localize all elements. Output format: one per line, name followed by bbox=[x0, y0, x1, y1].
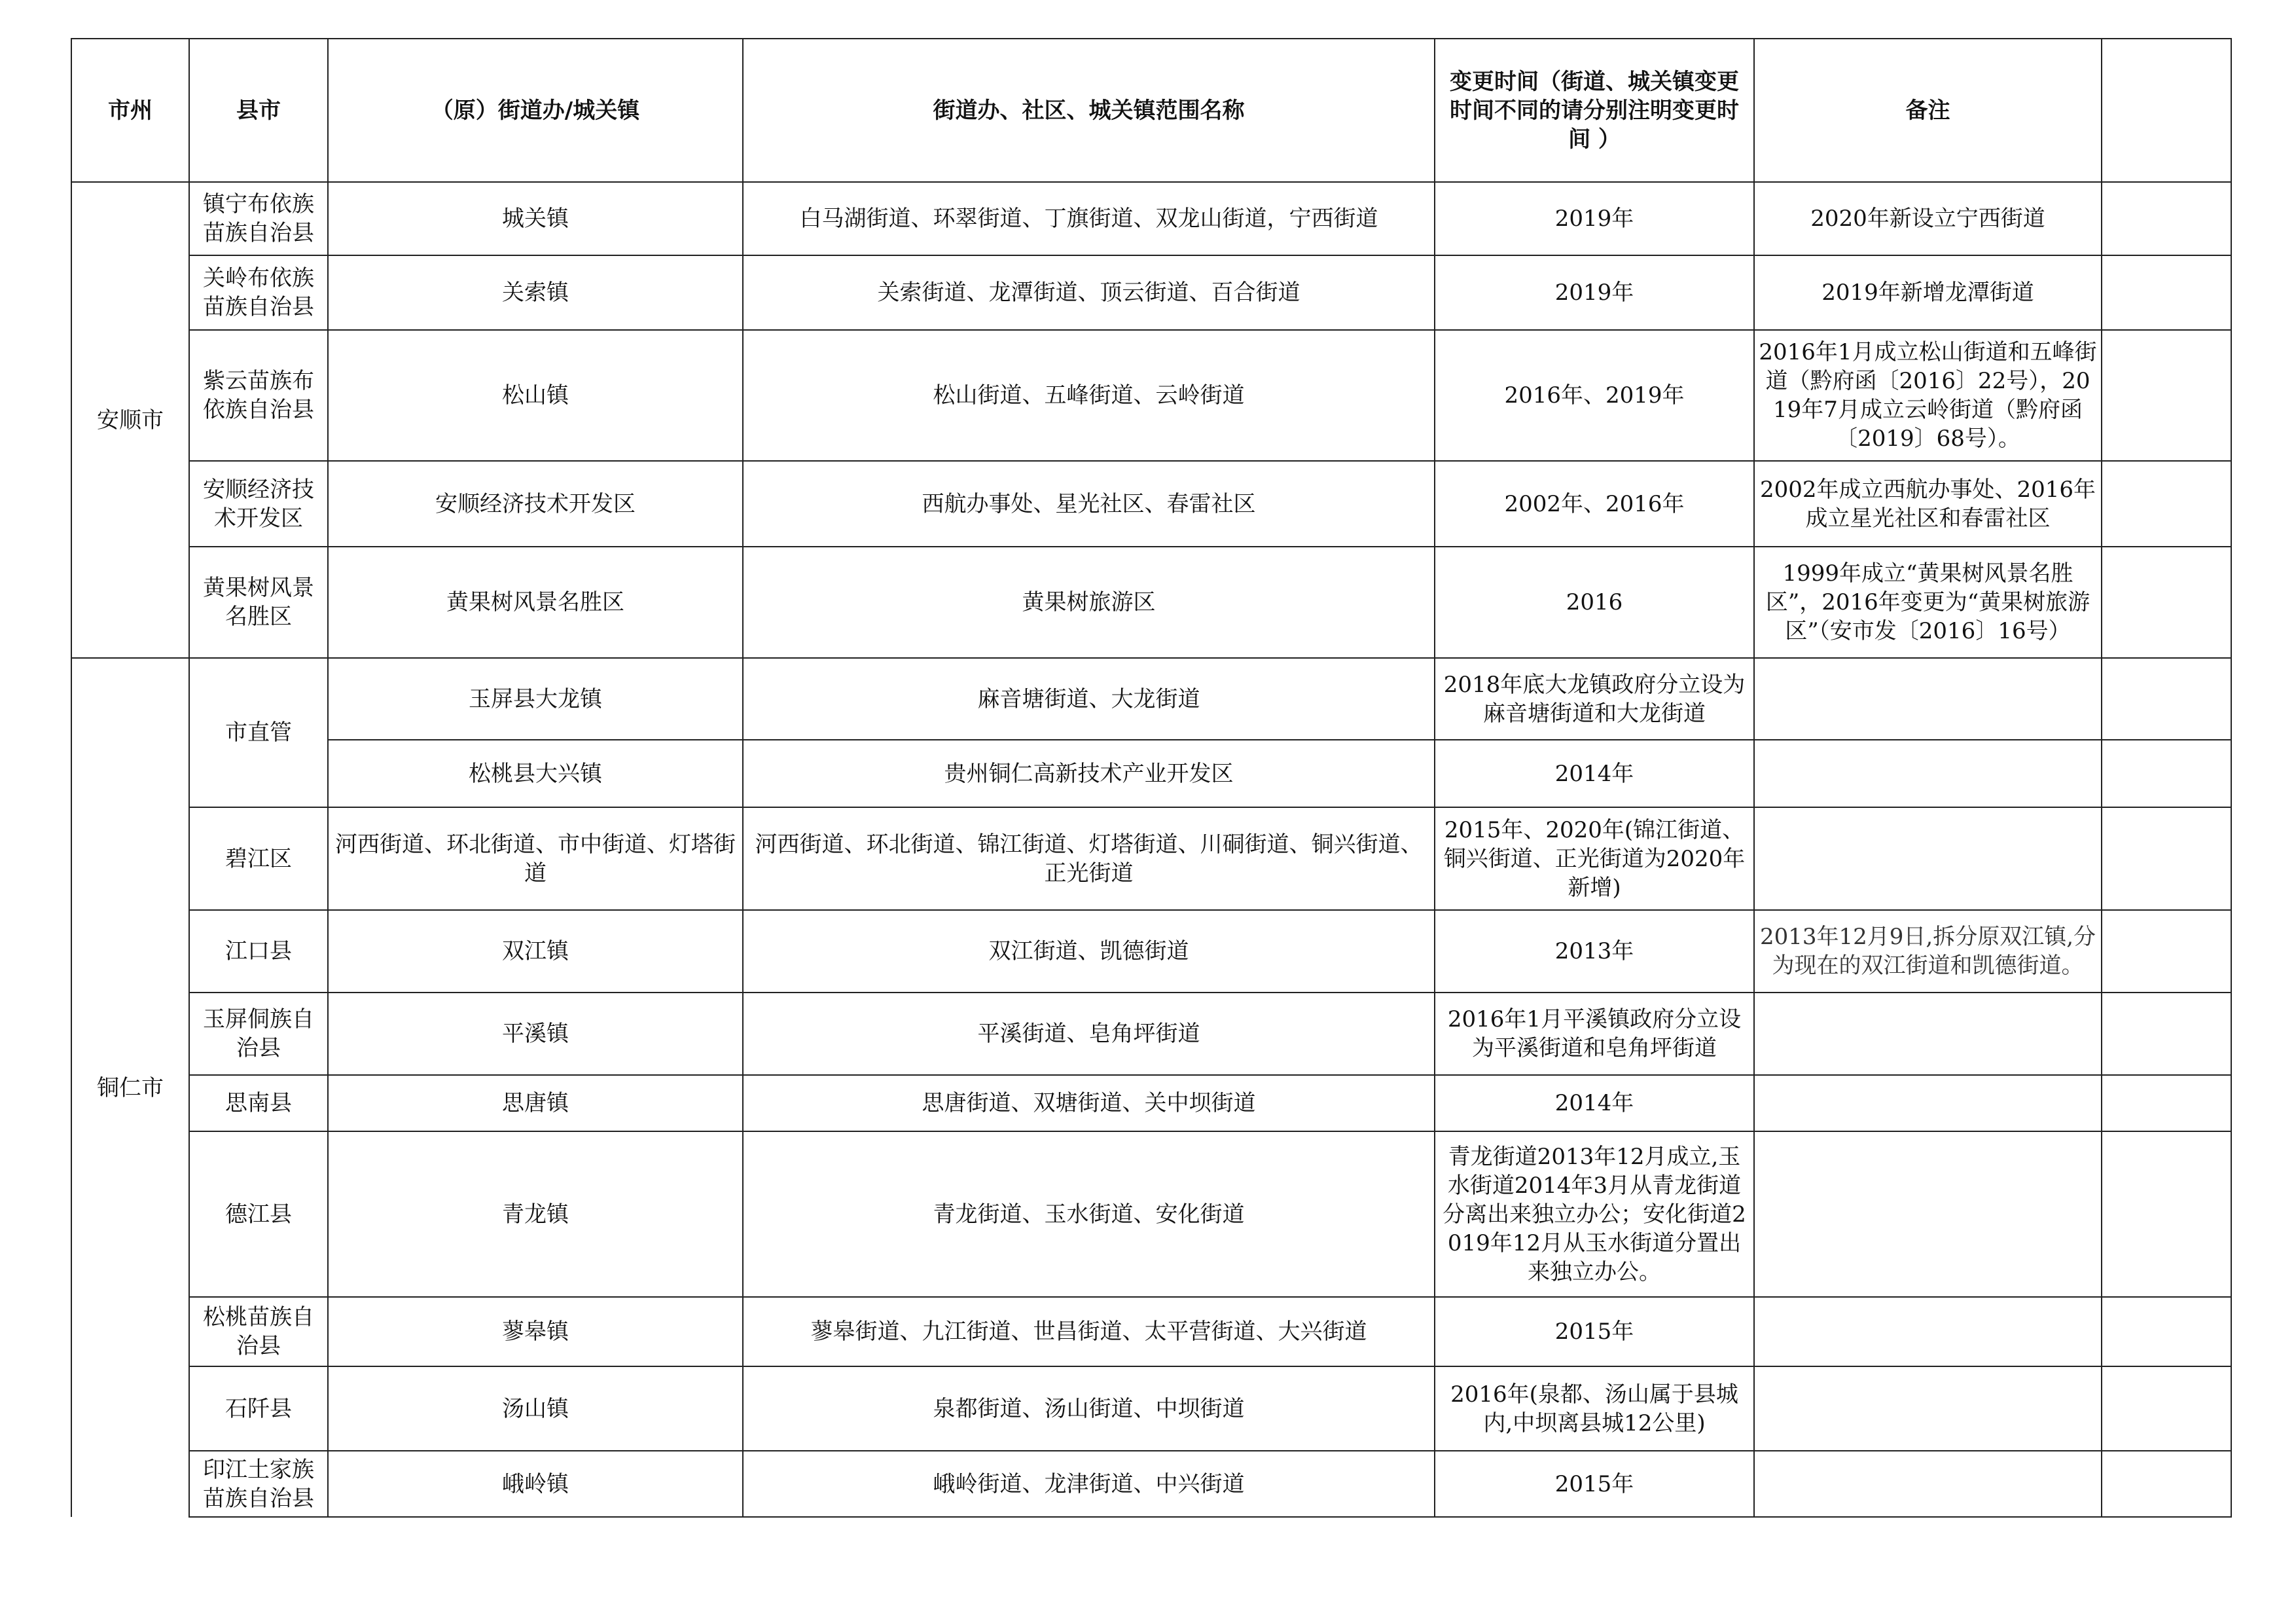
blank-cell bbox=[2102, 658, 2231, 740]
orig-cell: 河西街道、环北街道、市中街道、灯塔街道 bbox=[328, 807, 743, 910]
county-cell: 黄果树风景名胜区 bbox=[189, 547, 328, 658]
orig-cell: 关索镇 bbox=[328, 255, 743, 330]
orig-cell: 青龙镇 bbox=[328, 1131, 743, 1297]
table-row bbox=[71, 740, 2231, 807]
scope-cell: 双江街道、凯德街道 bbox=[743, 910, 1435, 993]
header-remarks: 备注 bbox=[1754, 39, 2102, 182]
orig-cell: 城关镇 bbox=[328, 182, 743, 255]
time-cell: 2016 bbox=[1435, 547, 1754, 658]
orig-cell: 思唐镇 bbox=[328, 1075, 743, 1131]
blank-cell bbox=[2102, 1075, 2231, 1131]
scope-cell: 平溪街道、皂角坪街道 bbox=[743, 993, 1435, 1075]
scope-cell: 白马湖街道、环翠街道、丁旗街道、双龙山街道，宁西街道 bbox=[743, 182, 1435, 255]
table-row bbox=[71, 658, 2231, 740]
county-cell: 松桃苗族自治县 bbox=[189, 1297, 328, 1366]
note-cell bbox=[1754, 658, 2102, 740]
blank-cell bbox=[2102, 1451, 2231, 1517]
time-cell: 2019年 bbox=[1435, 255, 1754, 330]
note-cell bbox=[1754, 1366, 2102, 1451]
header-change-time: 变更时间（街道、城关镇变更时间不同的请分别注明变更时间 ） bbox=[1435, 39, 1754, 182]
city-cell: 安顺市 bbox=[71, 182, 189, 658]
scope-cell: 黄果树旅游区 bbox=[743, 547, 1435, 658]
streets-table bbox=[71, 38, 2232, 1518]
county-cell: 关岭布依族苗族自治县 bbox=[189, 255, 328, 330]
county-cell: 玉屏侗族自治县 bbox=[189, 993, 328, 1075]
time-cell: 2016年1月平溪镇政府分立设为平溪街道和皂角坪街道 bbox=[1435, 993, 1754, 1075]
table-row bbox=[71, 1131, 2231, 1297]
blank-cell bbox=[2102, 255, 2231, 330]
note-cell bbox=[1754, 1451, 2102, 1517]
scope-cell: 关索街道、龙潭街道、顶云街道、百合街道 bbox=[743, 255, 1435, 330]
header-row bbox=[71, 39, 2231, 182]
note-cell: 2016年1月成立松山街道和五峰街道（黔府函〔2016〕22号），2019年7月成立云岭街道（黔府函〔2019〕68号）。 bbox=[1754, 330, 2102, 461]
time-cell: 2013年 bbox=[1435, 910, 1754, 993]
blank-cell bbox=[2102, 910, 2231, 993]
time-cell: 2015年、2020年(锦江街道、铜兴街道、正光街道为2020年新增) bbox=[1435, 807, 1754, 910]
scope-cell: 蓼皋街道、九江街道、世昌街道、太平营街道、大兴街道 bbox=[743, 1297, 1435, 1366]
county-cell: 镇宁布依族苗族自治县 bbox=[189, 182, 328, 255]
county-cell: 石阡县 bbox=[189, 1366, 328, 1451]
blank-cell bbox=[2102, 330, 2231, 461]
scope-cell: 峨岭街道、龙津街道、中兴街道 bbox=[743, 1451, 1435, 1517]
orig-cell: 峨岭镇 bbox=[328, 1451, 743, 1517]
table-row bbox=[71, 1366, 2231, 1451]
scope-cell: 河西街道、环北街道、锦江街道、灯塔街道、川硐街道、铜兴街道、正光街道 bbox=[743, 807, 1435, 910]
table-row bbox=[71, 807, 2231, 910]
time-cell: 2014年 bbox=[1435, 1075, 1754, 1131]
scope-cell: 思唐街道、双塘街道、关中坝街道 bbox=[743, 1075, 1435, 1131]
time-cell: 2016年(泉都、汤山属于县城内,中坝离县城12公里) bbox=[1435, 1366, 1754, 1451]
scope-cell: 西航办事处、星光社区、春雷社区 bbox=[743, 461, 1435, 547]
county-cell: 江口县 bbox=[189, 910, 328, 993]
county-cell: 思南县 bbox=[189, 1075, 328, 1131]
blank-cell bbox=[2102, 547, 2231, 658]
blank-cell bbox=[2102, 182, 2231, 255]
note-cell bbox=[1754, 1075, 2102, 1131]
orig-cell: 松山镇 bbox=[328, 330, 743, 461]
blank-cell bbox=[2102, 1131, 2231, 1297]
note-cell bbox=[1754, 1297, 2102, 1366]
orig-cell: 玉屏县大龙镇 bbox=[328, 658, 743, 740]
table-row bbox=[71, 547, 2231, 658]
time-cell: 2019年 bbox=[1435, 182, 1754, 255]
scope-cell: 松山街道、五峰街道、云岭街道 bbox=[743, 330, 1435, 461]
table-row bbox=[71, 255, 2231, 330]
table-row bbox=[71, 1075, 2231, 1131]
time-cell: 2015年 bbox=[1435, 1297, 1754, 1366]
blank-cell bbox=[2102, 1297, 2231, 1366]
note-cell: 2019年新增龙潭街道 bbox=[1754, 255, 2102, 330]
county-cell: 安顺经济技术开发区 bbox=[189, 461, 328, 547]
time-cell: 青龙街道2013年12月成立,玉水街道2014年3月从青龙街道分离出来独立办公；安化街道2019年12月从玉水街道分置出来独立办公。 bbox=[1435, 1131, 1754, 1297]
orig-cell: 安顺经济技术开发区 bbox=[328, 461, 743, 547]
orig-cell: 平溪镇 bbox=[328, 993, 743, 1075]
table-row bbox=[71, 1451, 2231, 1517]
note-cell: 2020年新设立宁西街道 bbox=[1754, 182, 2102, 255]
table-row bbox=[71, 1297, 2231, 1366]
note-cell: 2002年成立西航办事处、2016年成立星光社区和春雷社区 bbox=[1754, 461, 2102, 547]
table-row bbox=[71, 182, 2231, 255]
scope-cell: 贵州铜仁高新技术产业开发区 bbox=[743, 740, 1435, 807]
header-city: 市州 bbox=[71, 39, 189, 182]
county-cell: 印江土家族苗族自治县 bbox=[189, 1451, 328, 1517]
city-cell: 铜仁市 bbox=[71, 658, 189, 1517]
time-cell: 2002年、2016年 bbox=[1435, 461, 1754, 547]
scope-cell: 麻音塘街道、大龙街道 bbox=[743, 658, 1435, 740]
note-cell bbox=[1754, 993, 2102, 1075]
header-scope-names: 街道办、社区、城关镇范围名称 bbox=[743, 39, 1435, 182]
time-cell: 2016年、2019年 bbox=[1435, 330, 1754, 461]
scope-cell: 泉都街道、汤山街道、中坝街道 bbox=[743, 1366, 1435, 1451]
table-row bbox=[71, 910, 2231, 993]
scope-cell: 青龙街道、玉水街道、安化街道 bbox=[743, 1131, 1435, 1297]
blank-cell bbox=[2102, 993, 2231, 1075]
time-cell: 2015年 bbox=[1435, 1451, 1754, 1517]
header-blank bbox=[2102, 39, 2231, 182]
table-row bbox=[71, 330, 2231, 461]
table-row bbox=[71, 461, 2231, 547]
note-cell bbox=[1754, 1131, 2102, 1297]
orig-cell: 双江镇 bbox=[328, 910, 743, 993]
county-cell: 紫云苗族布依族自治县 bbox=[189, 330, 328, 461]
orig-cell: 蓼皋镇 bbox=[328, 1297, 743, 1366]
time-cell: 2014年 bbox=[1435, 740, 1754, 807]
header-original-office: （原）街道办/城关镇 bbox=[328, 39, 743, 182]
header-county: 县市 bbox=[189, 39, 328, 182]
note-cell: 2013年12月9日,拆分原双江镇,分为现在的双江街道和凯德街道。 bbox=[1754, 910, 2102, 993]
orig-cell: 汤山镇 bbox=[328, 1366, 743, 1451]
note-cell: 1999年成立“黄果树风景名胜区”，2016年变更为“黄果树旅游区”（安市发〔2016〕16号） bbox=[1754, 547, 2102, 658]
time-cell: 2018年底大龙镇政府分立设为麻音塘街道和大龙街道 bbox=[1435, 658, 1754, 740]
blank-cell bbox=[2102, 461, 2231, 547]
table-row bbox=[71, 993, 2231, 1075]
orig-cell: 黄果树风景名胜区 bbox=[328, 547, 743, 658]
county-cell: 市直管 bbox=[189, 658, 328, 807]
blank-cell bbox=[2102, 807, 2231, 910]
blank-cell bbox=[2102, 1366, 2231, 1451]
county-cell: 碧江区 bbox=[189, 807, 328, 910]
note-cell bbox=[1754, 740, 2102, 807]
county-cell: 德江县 bbox=[189, 1131, 328, 1297]
blank-cell bbox=[2102, 740, 2231, 807]
orig-cell: 松桃县大兴镇 bbox=[328, 740, 743, 807]
note-cell bbox=[1754, 807, 2102, 910]
